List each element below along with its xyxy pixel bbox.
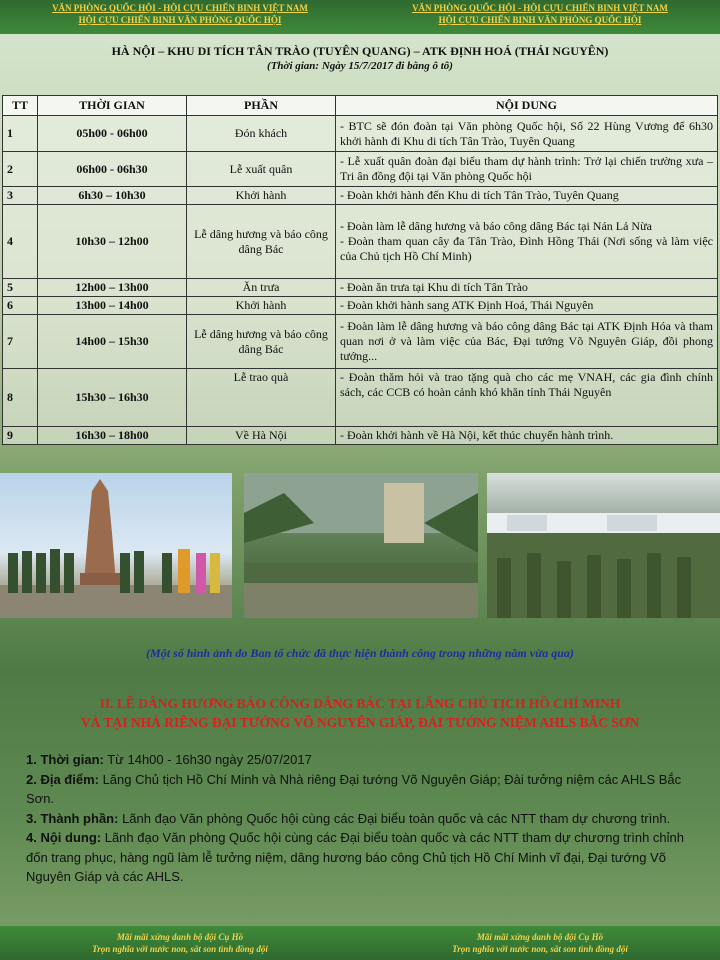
item-time-text: Từ 14h00 - 16h30 ngày 25/07/2017 [103,752,312,767]
table-row [3,205,718,279]
photo-veterans-rally [487,473,720,618]
row-tt: 8 [3,369,38,427]
header-right-line1: VĂN PHÒNG QUỐC HỘI - HỘI CỰU CHIẾN BINH VIỆT NAM [412,3,668,13]
row-time: 10h30 – 12h00 [38,205,187,279]
table-row [3,279,718,297]
row-tt: 5 [3,279,38,297]
row-time: 15h30 – 16h30 [38,369,187,427]
row-tt: 7 [3,315,38,369]
item-content-label: 4. Nội dung: [26,830,102,845]
row-content: - Đoàn khởi hành về Hà Nội, kết thúc chuyến hành trình. [336,427,718,445]
photo-monument-group [0,473,232,618]
row-tt: 2 [3,152,38,187]
footer-band [0,926,720,960]
row-content-line1: - Đoàn làm lễ dâng hương và báo công dâng Bác tại Nán Lả Nừa [340,219,652,233]
table-row [3,369,718,427]
row-phan: Lễ dâng hương và báo công dâng Bác [187,315,336,369]
photo-crowd-illustration [244,473,478,618]
page-subtitle: (Thời gian: Ngày 15/7/2017 đi bằng ô tô) [267,60,453,72]
item-participants [26,809,696,829]
header-left [0,2,360,26]
row-time: 14h00 – 15h30 [38,315,187,369]
photo-crowd-square [244,473,478,618]
row-content: - Đoàn thăm hỏi và trao tặng quà cho các mẹ VNAH, các gia đình chính sách, các CCB có hoàn cảnh khó khăn tỉnh Thái Nguyên [336,369,718,427]
row-time: 12h00 – 13h00 [38,279,187,297]
footer-right [360,931,720,955]
row-time: 6h30 – 10h30 [38,187,187,205]
item-participants-label: 3. Thành phần: [26,810,119,826]
table-row [3,427,718,445]
footer-left-line2: Trọn nghĩa với nước non, sắt son tình đồng đội [92,944,268,954]
table-row [3,315,718,369]
row-phan: Đón khách [187,116,336,152]
page-title: HÀ NỘI – KHU DI TÍCH TÂN TRÀO (TUYÊN QUANG) – ATK ĐỊNH HOÁ (THÁI NGUYÊN) [111,44,609,58]
section-title-line2: VÀ TẠI NHÀ RIÊNG ĐẠI TƯỚNG VÕ NGUYÊN GIÁP, ĐÀI TƯỞNG NIỆM AHLS BẮC SƠN [80,715,640,730]
row-content [336,205,718,279]
row-phan: Về Hà Nội [187,427,336,445]
row-phan: Khởi hành [187,187,336,205]
row-content-line2: - Đoàn tham quan cây đa Tân Trào, Đình Hồng Thái (Nơi sống và làm việc của Chủ tịch Hồ Chí Minh) [340,234,713,263]
item-content [26,828,696,887]
table-row [3,152,718,187]
col-header-time: THỜI GIAN [38,96,187,116]
header-left-line2: HỘI CỰU CHIẾN BINH VĂN PHÒNG QUỐC HỘI [78,15,282,25]
row-tt: 6 [3,297,38,315]
col-header-tt: TT [3,96,38,116]
row-time: 06h00 - 06h30 [38,152,187,187]
item-location [26,770,696,809]
item-time-label: 1. Thời gian: [26,752,104,767]
row-content: - Đoàn làm lễ dâng hương và báo công dâng Bác tại ATK Định Hóa và tham quan nơi ở và làm việc của Bác, Đại tướng Võ Nguyên Giáp, đồi phong tướng... [336,315,718,369]
section-title-line1: II. LỄ DÂNG HƯƠNG BÁO CÔNG DÂNG BÁC TẠI LĂNG CHỦ TỊCH HỒ CHÍ MINH [99,696,621,711]
table-row [3,297,718,315]
item-time [26,750,696,770]
row-content: - Lễ xuất quân đoàn đại biểu tham dự hành trình: Trở lại chiến trường xưa – Tri ân đồng đội tại Văn phòng Quốc hội [336,152,718,187]
row-content: - BTC sẽ đón đoàn tại Văn phòng Quốc hội, Số 22 Hùng Vương để 6h30 khởi hành đi Khu di tích Tân Trào, Tuyên Quang [336,116,718,152]
row-tt: 3 [3,187,38,205]
row-phan: Lễ trao quà [187,369,336,427]
footer-right-line1: Mãi mãi xứng danh bộ đội Cụ Hồ [476,932,604,942]
row-time: 13h00 – 14h00 [38,297,187,315]
photo-rally-illustration [487,473,720,618]
schedule-table [2,95,718,445]
row-tt: 4 [3,205,38,279]
header-band [0,0,720,34]
item-location-text: Lăng Chủ tịch Hồ Chí Minh và Nhà riêng Đại tướng Võ Nguyên Giáp; Đài tưởng niệm các AHLS Bắc Sơn. [26,771,682,806]
item-content-text: Lãnh đạo Văn phòng Quốc hội cùng các Đại biểu toàn quốc và các NTT tham dự chương trình chỉnh đốn trang phục, hàng ngũ làm lễ tưởng niệm, dâng hương báo công Chủ tịch Hồ Chí Minh vĩ đại, Đại tướng Võ Nguyên Giáp và các AHLS. [26,830,684,884]
table-header-row [3,96,718,116]
row-phan: Lễ xuất quân [187,152,336,187]
header-right [360,2,720,26]
row-tt: 1 [3,116,38,152]
item-participants-text: Lãnh đạo Văn phòng Quốc hội cùng các Đại biểu toàn quốc và các NTT tham dự chương trình. [118,810,671,826]
row-phan: Lễ dâng hương và báo công dâng Bác [187,205,336,279]
row-content: - Đoàn khởi hành đến Khu di tích Tân Trào, Tuyên Quang [336,187,718,205]
row-time: 16h30 – 18h00 [38,427,187,445]
row-content: - Đoàn ăn trưa tại Khu di tích Tân Trào [336,279,718,297]
header-right-line2: HỘI CỰU CHIẾN BINH VĂN PHÒNG QUỐC HỘI [438,15,642,25]
footer-left [0,931,360,955]
photo-monument-illustration [0,473,232,618]
col-header-content: NỘI DUNG [336,96,718,116]
row-time: 05h00 - 06h00 [38,116,187,152]
section-body [26,750,696,887]
col-header-phan: PHẦN [187,96,336,116]
footer-left-line1: Mãi mãi xứng danh bộ đội Cụ Hồ [116,932,244,942]
header-left-line1: VĂN PHÒNG QUỐC HỘI - HỘI CỰU CHIẾN BINH VIỆT NAM [52,3,308,13]
row-phan: Khởi hành [187,297,336,315]
row-phan: Ăn trưa [187,279,336,297]
row-tt: 9 [3,427,38,445]
table-row [3,187,718,205]
table-row [3,116,718,152]
footer-right-line2: Trọn nghĩa với nước non, sắt son tình đồng đội [452,944,628,954]
item-location-label: 2. Địa điểm: [26,771,99,787]
photo-caption: (Một số hình ảnh do Ban tổ chức đã thực hiện thành công trong những năm vừa qua) [146,646,574,660]
row-content: - Đoàn khởi hành sang ATK Định Hoá, Thái Nguyên [336,297,718,315]
